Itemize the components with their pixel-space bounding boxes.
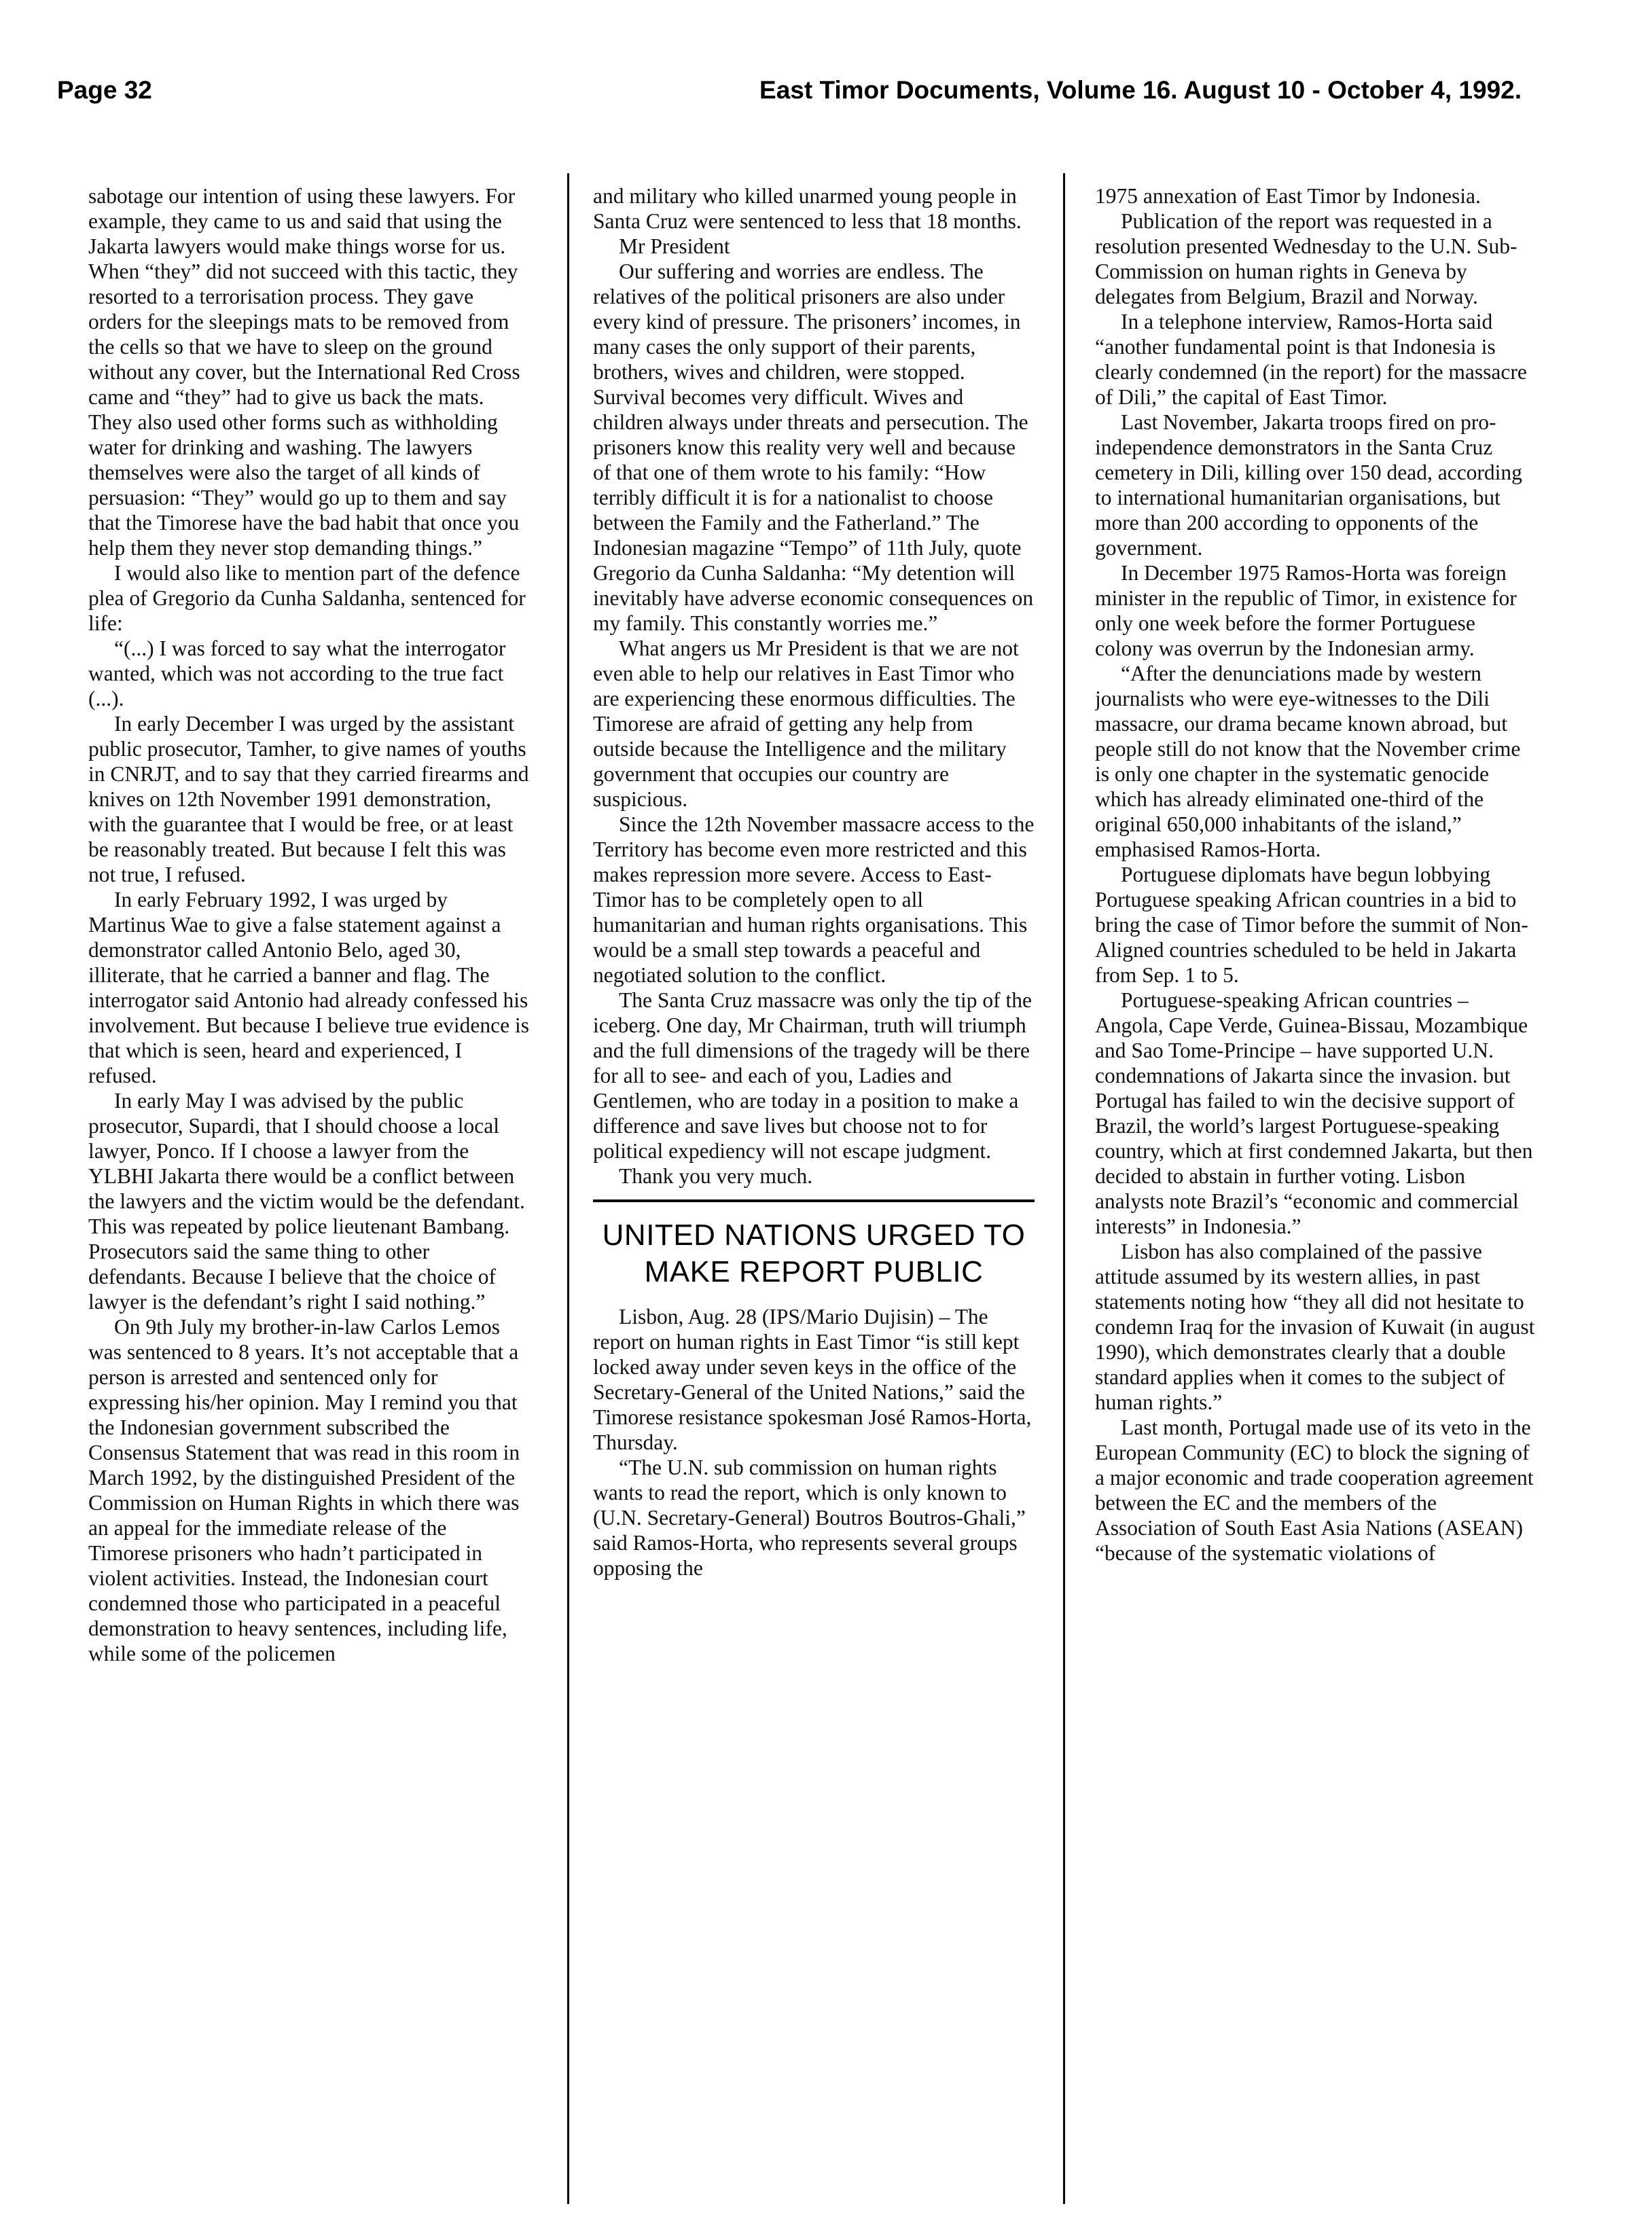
paragraph: Publication of the report was requested in a resolution presented Wednesday to the U.N. Sub-Commission on human rights in Geneva by delegates from Belgium, Brazil and Norway. (1095, 209, 1518, 308)
column-2 (593, 183, 1035, 2194)
paragraph: “The U.N. sub commission on human rights wants to read the report, which is only known to (U.N. Secretary-General) Boutros Boutros-Ghali,” said Ramos-Horta, who represents several groups opposing the (593, 1456, 1026, 1580)
paragraph: Portuguese-speaking African countries – Angola, Cape Verde, Guinea-Bissau, Mozambique and Sao Tome-Principe – have supported U.N. condemnations of Jakarta since the invasion. but Portugal has failed to win the decisive support of Brazil, the world’s largest Portuguese-speaking country, which at first condemned Jakarta, but then decided to abstain in further voting. Lisbon analysts note Brazil’s “economic and commercial interests” in Indonesia.” (1095, 988, 1533, 1238)
page-number: Page 32 (57, 76, 152, 104)
column-divider (1063, 173, 1065, 2204)
paragraph: The Santa Cruz massacre was only the tip of the iceberg. One day, Mr Chairman, truth will triumph and the full dimensions of the tragedy will be there for all to see- and each of you, Ladies and Gentlemen, who are today in a position to make a difference and save lives but choose not to for political expediency will not escape judgment. (593, 988, 1032, 1163)
paragraph: In December 1975 Ramos-Horta was foreign minister in the republic of Timor, in existence for only one week before the former Portuguese colony was overrun by the Indonesian army. (1095, 561, 1517, 660)
paragraph: Mr President (619, 234, 730, 258)
paragraph: Lisbon has also complained of the passive attitude assumed by its western allies, in past statements noting how “they all did not hesitate to condemn Iraq for the invasion of Kuwait (in august 1990), which demonstrates clearly that a double standard applies when it comes to the subject of human rights.” (1095, 1240, 1535, 1414)
paragraph: In a telephone interview, Ramos-Horta said “another fundamental point is that Indonesia is clearly condemned (in the report) for the massacre of Dili,” the capital of East Timor. (1095, 310, 1527, 409)
article-headline-box (593, 1199, 1035, 1290)
page-header (54, 76, 1522, 117)
paragraph: “After the denunciations made by western journalists who were eye-witnesses to the Dili massacre, our drama became known abroad, but people still do not know that the November crime is only one chapter in the systematic genocide which has already eliminated one-third of the original 650,000 inhabitants of the island,” emphasised Ramos-Horta. (1095, 662, 1521, 861)
paragraph: Last month, Portugal made use of its veto in the European Community (EC) to block the signing of a major economic and trade cooperation agreement between the EC and the members of the Association of South East Asia Nations (ASEAN) “because of the systematic violations of (1095, 1415, 1534, 1565)
paragraph: In early February 1992, I was urged by Martinus Wae to give a false statement against a demonstrator called Antonio Belo, aged 30, illiterate, that he carried a banner and flag. The interrogator said Antonio had already confessed his involvement. But because I believe true evidence is that which is seen, heard and experienced, I refused. (88, 888, 530, 1087)
paragraph: 1975 annexation of East Timor by Indonesia. (1095, 184, 1481, 208)
paragraph: In early December I was urged by the assistant public prosecutor, Tamher, to give names of youths in CNRJT, and to say that they carried firearms and knives on 12th November 1991 demonstration, with the guarantee that I would be free, or at least be reasonably treated. But because I felt this was not true, I refused. (88, 712, 529, 886)
paragraph: Since the 12th November massacre access to the Territory has become even more restricted and this makes repression more severe. Access to East-Timor has to be completely open to all humanitarian and human rights organisations. This would be a small step towards a peaceful and negotiated solution to the conflict. (593, 812, 1035, 987)
running-title: East Timor Documents, Volume 16. August 10 - October 4, 1992. (759, 76, 1522, 104)
paragraph: Portuguese diplomats have begun lobbying Portuguese speaking African countries in a bid to bring the case of Timor before the summit of Non-Aligned countries scheduled to be held in Jakarta from Sep. 1 to 5. (1095, 863, 1528, 987)
paragraph: Thank you very much. (619, 1164, 813, 1188)
paragraph: Our suffering and worries are endless. The relatives of the political prisoners are also under every kind of pressure. The prisoners’ incomes, in many cases the only support of their parents, brothers, wives and children, were stopped. Survival becomes very difficult. Wives and children always under threats and persecution. The prisoners know this reality very well and because of that one of them wrote to his family: “How terribly difficult it is for a nationalist to choose between the Family and the Fatherland.” The Indonesian magazine “Tempo” of 11th July, quote Gregorio da Cunha Saldanha: “My detention will inevitably have adverse economic consequences on my family. This constantly worries me.” (593, 259, 1034, 635)
paragraph: and military who killed unarmed young people in Santa Cruz were sentenced to less that 18 months. (593, 184, 1022, 233)
paragraph: sabotage our intention of using these lawyers. For example, they came to us and said that using the Jakarta lawyers would make things worse for us. When “they” did not succeed with this tactic, they resorted to a terrorisation process. They gave orders for the sleepings mats to be removed from the cells so that we have to sleep on the ground without any cover, but the International Red Cross came and “they” had to give us back the mats. They also used other forms such as withholding water for drinking and washing. The lawyers themselves were also the target of all kinds of persuasion: “They” would go up to them and say that the Timorese have the bad habit that once you help them they never stop demanding things.” (88, 184, 520, 560)
article-headline: UNITED NATIONS URGED TO MAKE REPORT PUBLIC (602, 1218, 1026, 1288)
paragraph: Lisbon, Aug. 28 (IPS/Mario Dujisin) – The report on human rights in East Timor “is still kept locked away under seven keys in the office of the Secretary-General of the United Nations,” said the Timorese resistance spokesman José Ramos-Horta, Thursday. (593, 1305, 1032, 1454)
paragraph: What angers us Mr President is that we are not even able to help our relatives in East Timor who are experiencing these enormous difficulties. The Timorese are afraid of getting any help from outside because the Intelligence and the military government that occupies our country are suspicious. (593, 636, 1019, 811)
column-1 (88, 183, 530, 2194)
paragraph: Last November, Jakarta troops fired on pro-independence demonstrators in the Santa Cruz cemetery in Dili, killing over 150 dead, according to international humanitarian organisations, but more than 200 according to opponents of the government. (1095, 410, 1522, 560)
paragraph: In early May I was advised by the public prosecutor, Supardi, that I should choose a local lawyer, Ponco. If I choose a lawyer from the YLBHI Jakarta there would be a conflict between the lawyers and the victim would be the defendant. This was repeated by police lieutenant Bambang. Prosecutors said the same thing to other defendants. Because I believe that the choice of lawyer is the defendant’s right I said nothing.” (88, 1089, 525, 1314)
paragraph: I would also like to mention part of the defence plea of Gregorio da Cunha Saldanha, sentenced for life: (88, 561, 526, 635)
column-3 (1095, 183, 1537, 2194)
paragraph: “(...) I was forced to say what the interrogator wanted, which was not according to the true fact (...). (88, 636, 506, 710)
column-divider (567, 173, 569, 2204)
paragraph: On 9th July my brother-in-law Carlos Lemos was sentenced to 8 years. It’s not acceptable that a person is arrested and sentenced only for expressing his/her opinion. May I remind you that the Indonesian government subscribed the Consensus Statement that was read in this room in March 1992, by the distinguished President of the Commission on Human Rights in which there was an appeal for the immediate release of the Timorese prisoners who hadn’t participated in violent activities. Instead, the Indonesian court condemned those who participated in a peaceful demonstration to heavy sentences, including life, while some of the policemen (88, 1315, 520, 1665)
